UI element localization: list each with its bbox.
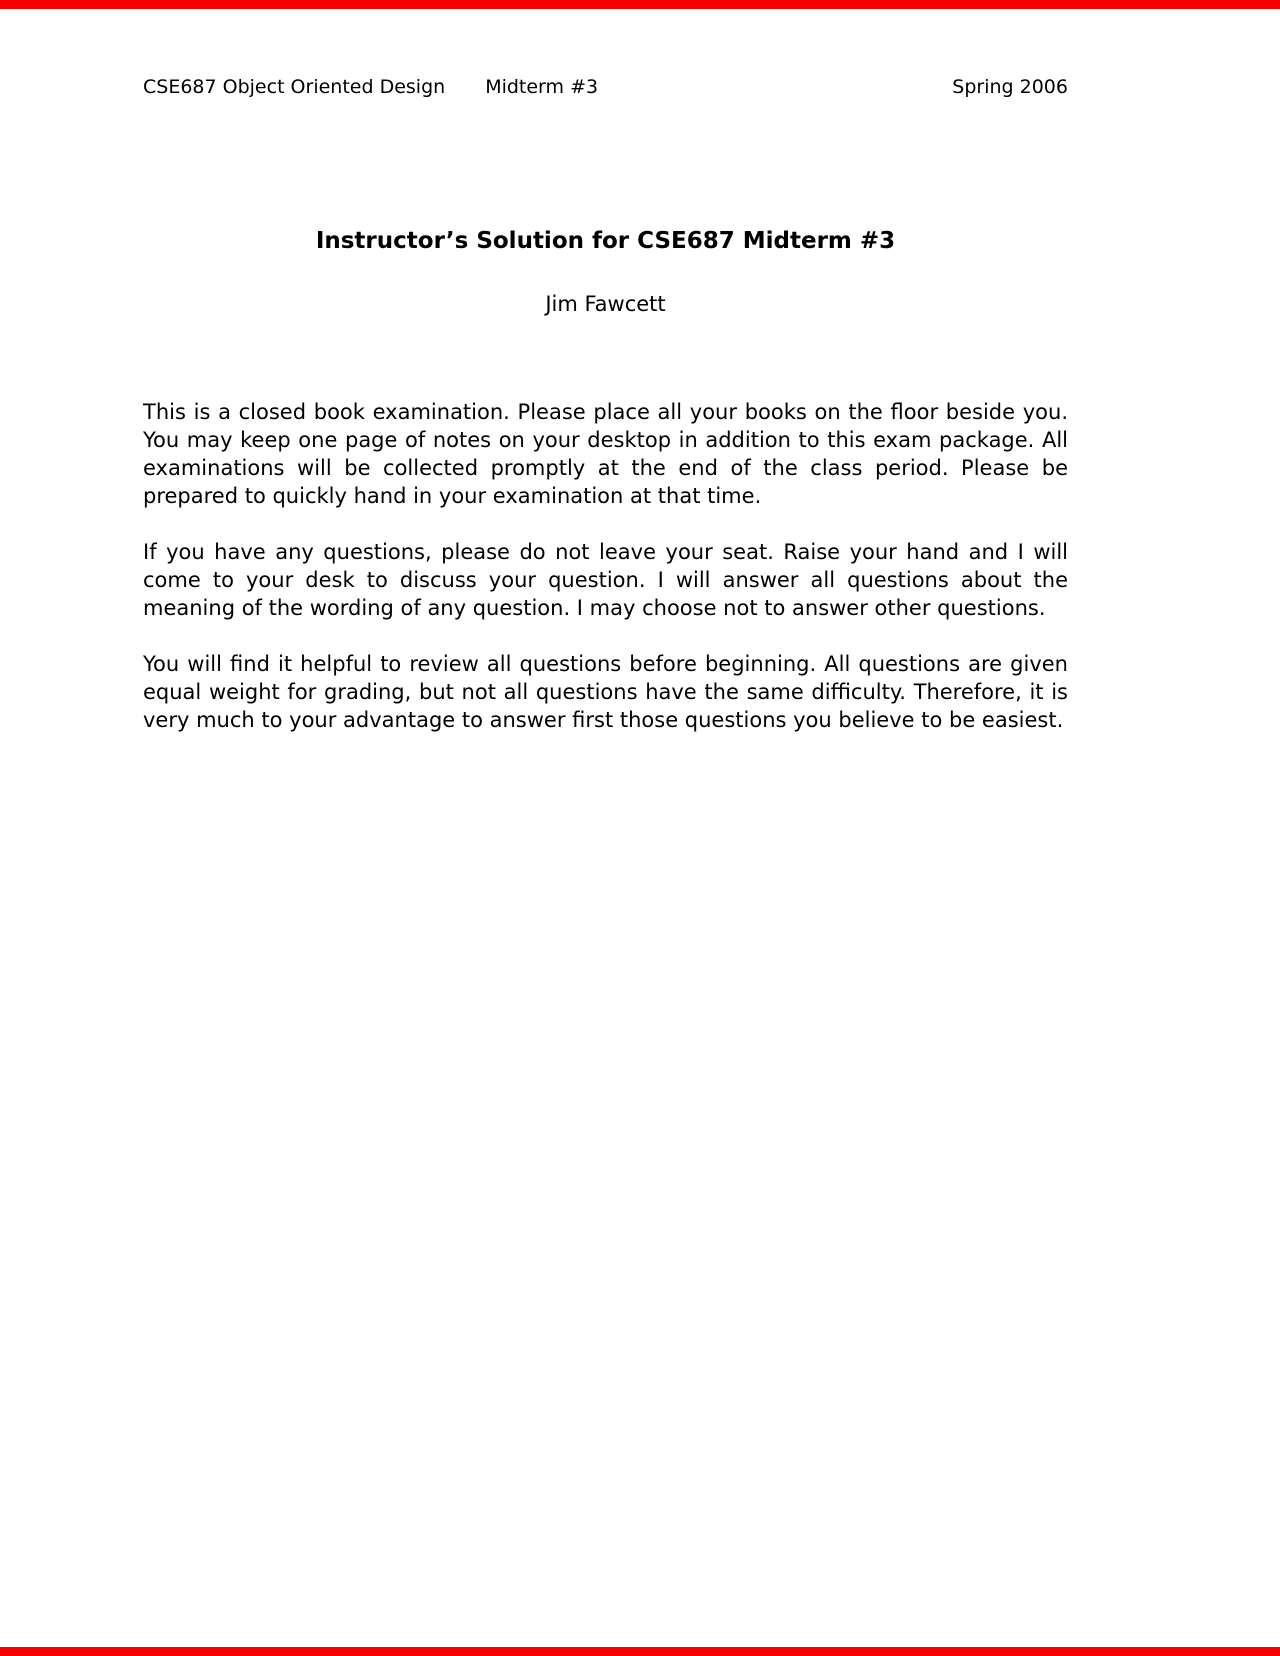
paragraph-instructions-2: If you have any questions, please do not leave your seat. Raise your hand and I will come to your desk to discuss your question. I will answer all questions about the meaning of the wording of any question. I may choose not to answer other questions. [143,540,1068,620]
header-course-title: CSE687 Object Oriented Design [143,76,446,98]
document-body [0,226,1280,734]
page-bottom-border [0,1647,1280,1656]
document-author: Jim Fawcett [545,292,666,316]
paragraph-instructions-1: This is a closed book examination. Please place all your books on the floor beside you. You may keep one page of notes on your desktop in addition to this exam package. All examinations will be collected promptly at the end of the class period. Please be prepared to quickly hand in your examination at that time. [143,400,1068,508]
page-header [0,0,1280,100]
header-exam-label: Midterm #3 [485,76,599,98]
paragraph-instructions-3: You will find it helpful to review all questions before beginning. All questions are given equal weight for grading, but not all questions have the same difficulty. Therefore, it is very much to your advantage to answer first those questions you believe to be easiest. [143,652,1068,732]
header-term-label: Spring 2006 [952,76,1068,98]
page-top-border [0,0,1280,9]
document-title: Instructor’s Solution for CSE687 Midterm #3 [315,228,896,254]
